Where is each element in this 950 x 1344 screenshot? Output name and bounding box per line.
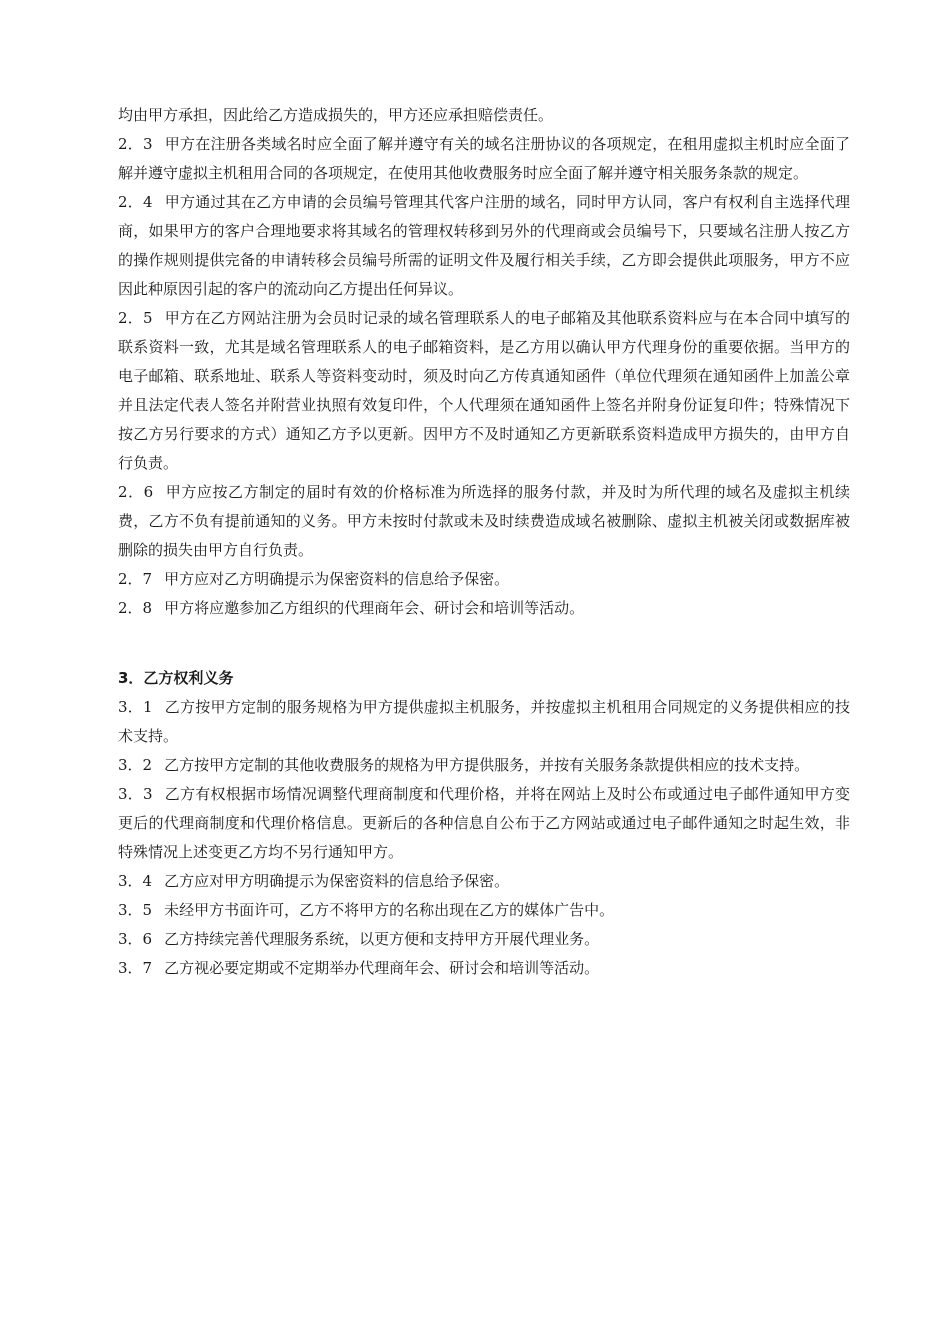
clause-3-6 xyxy=(118,925,850,954)
clause-text: 甲方将应邀参加乙方组织的代理商年会、研讨会和培训等活动。 xyxy=(164,599,585,617)
clause-3-3 xyxy=(118,780,850,867)
clause-3-2 xyxy=(118,751,850,780)
clause-number: 3．1 xyxy=(118,698,153,716)
clause-text: 乙方按甲方定制的其他收费服务的规格为甲方提供服务，并按有关服务条款提供相应的技术支持。 xyxy=(164,756,810,774)
clause-continuation xyxy=(118,101,850,130)
clause-text: 甲方在乙方网站注册为会员时记录的域名管理联系人的电子邮箱及其他联系资料应与在本合同中填写的联系资料一致，尤其是域名管理联系人的电子邮箱资料，是乙方用以确认甲方代理身份的重要依据。当甲方的电子邮箱、联系地址、联系人等资料变动时，须及时向乙方传真通知函件（单位代理须在通知函件上加盖公章并且法定代表人签名并附营业执照有效复印件，个人代理须在通知函件上签名并附身份证复印件；特殊情况下按乙方另行要求的方式）通知乙方予以更新。因甲方不及时通知乙方更新联系资料造成甲方损失的，由甲方自行负责。 xyxy=(118,309,850,472)
clause-text: 乙方应对甲方明确提示为保密资料的信息给予保密。 xyxy=(164,872,510,890)
clause-text: 未经甲方书面许可，乙方不将甲方的名称出现在乙方的媒体广告中。 xyxy=(164,901,615,919)
clause-text: 甲方应对乙方明确提示为保密资料的信息给予保密。 xyxy=(164,570,510,588)
clause-3-5 xyxy=(118,896,850,925)
clause-text: 甲方应按乙方制定的届时有效的价格标准为所选择的服务付款，并及时为所代理的域名及虚拟主机续费，乙方不负有提前通知的义务。甲方未按时付款或未及时续费造成域名被删除、虚拟主机被关闭或数据库被删除的损失由甲方自行负责。 xyxy=(118,483,850,559)
clause-number: 2．7 xyxy=(118,570,153,588)
clause-number: 3．3 xyxy=(118,785,153,803)
clause-2-3 xyxy=(118,130,850,188)
clause-number: 2．8 xyxy=(118,599,153,617)
clause-2-8 xyxy=(118,594,850,623)
clause-3-1 xyxy=(118,693,850,751)
clause-number: 3．4 xyxy=(118,872,153,890)
clause-2-5 xyxy=(118,304,850,478)
clause-number: 2．4 xyxy=(118,193,153,211)
clause-2-6 xyxy=(118,478,850,565)
clause-2-4 xyxy=(118,188,850,304)
clause-number: 3．7 xyxy=(118,959,153,977)
clause-text: 乙方按甲方定制的服务规格为甲方提供虚拟主机服务，并按虚拟主机租用合同规定的义务提供相应的技术支持。 xyxy=(118,698,850,745)
clause-text: 甲方在注册各类域名时应全面了解并遵守有关的域名注册协议的各项规定，在租用虚拟主机时应全面了解并遵守虚拟主机租用合同的各项规定，在使用其他收费服务时应全面了解并遵守相关服务条款的规定。 xyxy=(118,135,850,182)
clause-number: 2．3 xyxy=(118,135,153,153)
clause-2-7 xyxy=(118,565,850,594)
clause-number: 3．6 xyxy=(118,930,153,948)
clause-text: 乙方持续完善代理服务系统，以更方便和支持甲方开展代理业务。 xyxy=(164,930,600,948)
clause-text: 乙方有权根据市场情况调整代理商制度和代理价格，并将在网站上及时公布或通过电子邮件通知甲方变更后的代理商制度和代理价格信息。更新后的各种信息自公布于乙方网站或通过电子邮件通知之时起生效，非特殊情况上述变更乙方均不另行通知甲方。 xyxy=(118,785,850,861)
clause-text: 均由甲方承担，因此给乙方造成损失的，甲方还应承担赔偿责任。 xyxy=(118,106,554,124)
section-heading: 3．乙方权利义务 xyxy=(118,669,234,687)
clause-3-4 xyxy=(118,867,850,896)
clause-number: 3．2 xyxy=(118,756,153,774)
clause-text: 甲方通过其在乙方申请的会员编号管理其代客户注册的域名，同时甲方认同，客户有权利自主选择代理商，如果甲方的客户合理地要求将其域名的管理权转移到另外的代理商或会员编号下，只要域名注册人按乙方的操作规则提供完备的申请转移会员编号所需的证明文件及履行相关手续，乙方即会提供此项服务，甲方不应因此种原因引起的客户的流动向乙方提出任何异议。 xyxy=(118,193,850,298)
clause-number: 2．5 xyxy=(118,309,153,327)
clause-text: 乙方视必要定期或不定期举办代理商年会、研讨会和培训等活动。 xyxy=(164,959,600,977)
clause-number: 2．6 xyxy=(118,483,154,501)
clause-3-7 xyxy=(118,954,850,983)
clause-number: 3．5 xyxy=(118,901,153,919)
